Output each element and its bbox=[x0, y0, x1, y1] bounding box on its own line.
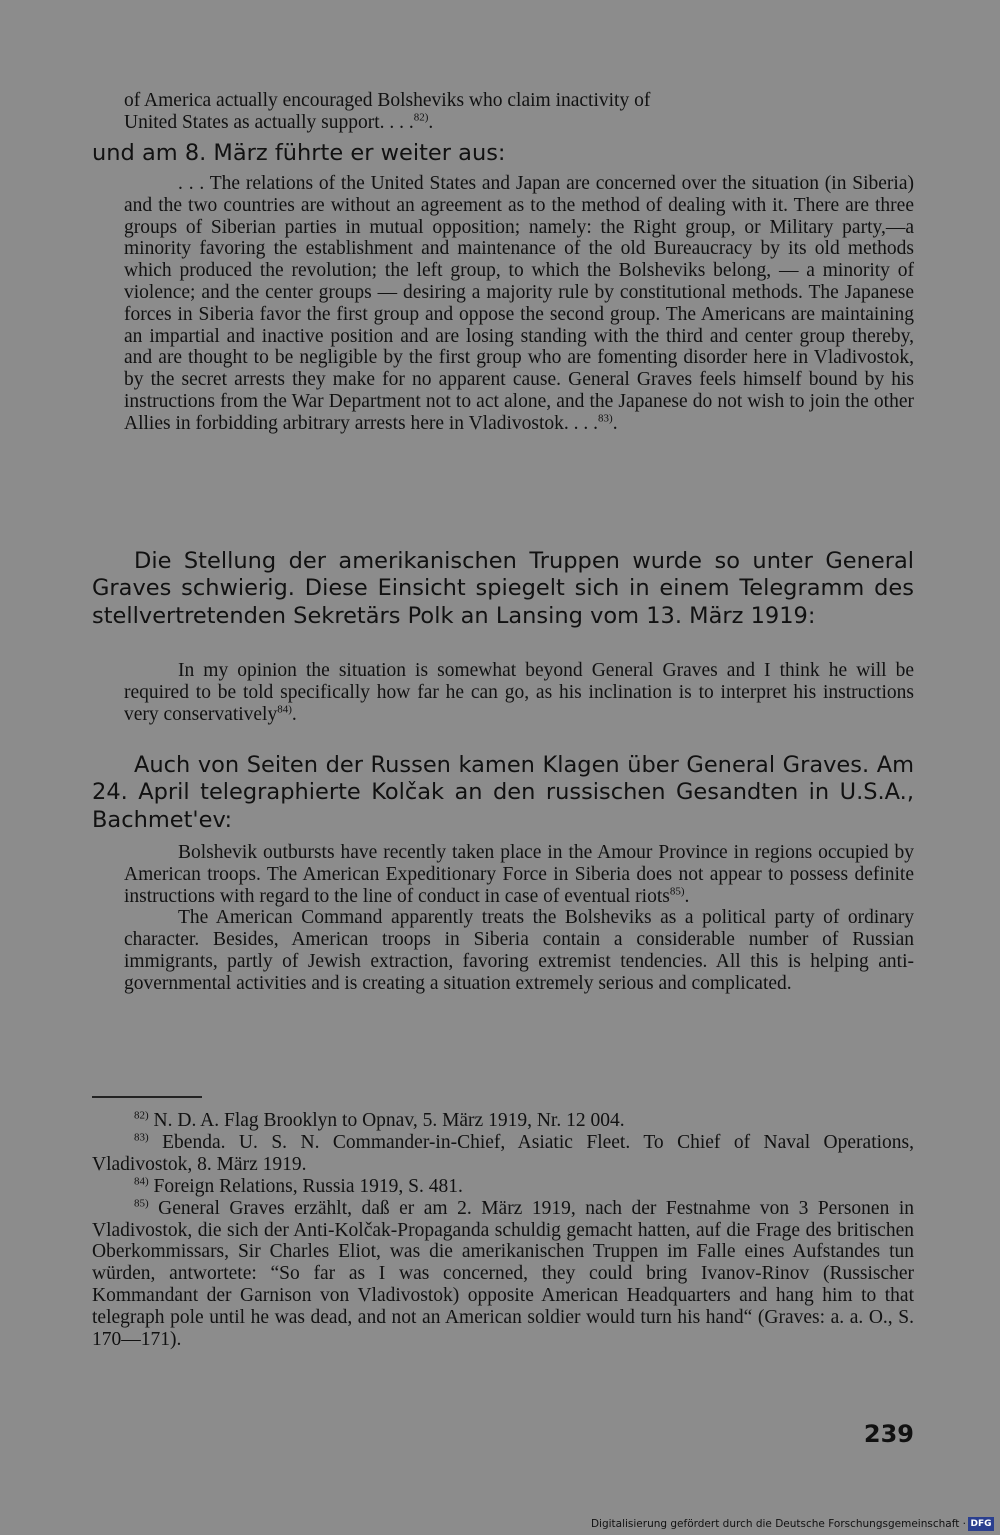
quote-paragraph bbox=[124, 173, 914, 435]
footnote-mark: 83) bbox=[134, 1131, 149, 1144]
quote-paragraph bbox=[124, 660, 914, 725]
quote-text: Bolshevik outbursts have recently taken place in the Amour Province in regions occupied by American troops. The American Expeditionary Force in Siberia does not appear to possess definite instructions with regard to the line of conduct in case of eventual riots bbox=[124, 842, 914, 907]
block-quote bbox=[124, 660, 914, 725]
footnote-ref[interactable]: 84) bbox=[277, 703, 292, 716]
footnote-mark: 85) bbox=[134, 1197, 149, 1210]
block-quote bbox=[124, 173, 914, 435]
footnote-mark: 84) bbox=[134, 1175, 149, 1188]
footnote bbox=[92, 1132, 914, 1176]
lead-text bbox=[92, 548, 914, 630]
quote-text: . bbox=[612, 412, 618, 434]
footnote-ref[interactable]: 85) bbox=[669, 885, 685, 898]
quote-continuation bbox=[124, 90, 914, 134]
lead-text bbox=[92, 752, 914, 834]
footnote-text: Foreign Relations, Russia 1919, S. 481. bbox=[148, 1175, 463, 1197]
page-number: 239 bbox=[863, 1420, 914, 1448]
footnote-ref[interactable]: 83) bbox=[598, 412, 613, 425]
block-quote bbox=[124, 842, 914, 995]
lead-paragraph: und am 8. März führte er weiter aus: bbox=[92, 140, 506, 166]
footnote bbox=[92, 1198, 914, 1351]
footnote-text: Ebenda. U. S. N. Commander-in-Chief, Asiatic Fleet. To Chief of Naval Operations, Vladivostok, 8. März 1919. bbox=[92, 1131, 914, 1175]
quote-text: . . . The relations of the United States and Japan are concerned over the situation (in Siberia) and the two countries are without an agreement as to the method of dealing with it. There are three groups of Siberian parties in mutual opposition; namely: the Right group, or Military party,—a minority favoring the establishment and maintenance of the old Bureaucracy by its old methods which produced the revolution; the left group, to which the Bolsheviks belong, — a minority of violence; and the center groups — desiring a majority rule by constitutional methods. The Japanese forces in Siberia favor the first group and oppose the second group. The Americans are maintaining an impartial and inactive position and are losing standing with the third and center group thereby, and are thought to be negligible by the first group who are fomenting disorder here in Vladivostok, by the secret arrests they make for no apparent cause. General Graves feels himself bound by his instructions from the War Department not to act alone, and the Japanese do not wish to join the other Allies in forbidding arbitrary arrests here in Vladivostok. . . . bbox=[124, 173, 914, 434]
footnote-text: N. D. A. Flag Brooklyn to Opnav, 5. März 1919, Nr. 12 004. bbox=[148, 1110, 625, 1131]
quote-line bbox=[124, 112, 914, 134]
footnote bbox=[92, 1176, 914, 1198]
quote-text: of America actually encouraged Bolsheviks who claim inactivity of bbox=[124, 90, 651, 111]
quote-text: United States as actually support. . . . bbox=[124, 111, 414, 133]
footnote-divider bbox=[92, 1096, 202, 1098]
footnote-ref[interactable]: 82) bbox=[413, 111, 429, 124]
lead-paragraph: Auch von Seiten der Russen kamen Klagen über General Graves. Am 24. April telegraphierte Kolčak an den russischen Gesandten in U.S.A., Bachmet'ev: bbox=[92, 752, 914, 833]
footnote-mark: 82) bbox=[134, 1109, 149, 1122]
quote-paragraph bbox=[124, 842, 914, 907]
lead-paragraph: Die Stellung der amerikanischen Truppen wurde so unter General Graves schwierig. Diese Einsicht spiegelt sich in einem Telegramm des stellvertretenden Sekretärs Polk an Lansing vom 13. März 1919: bbox=[92, 548, 914, 629]
quote-text: . bbox=[684, 885, 690, 907]
quote-text: In my opinion the situation is somewhat beyond General Graves and I think he will be required to be told specifically how far he can go, as his inclination is to interpret his instructions very conservatively bbox=[124, 660, 914, 725]
quote-line bbox=[124, 90, 914, 112]
footnote-text: General Graves erzählt, daß er am 2. März 1919, nach der Festnahme von 3 Personen in Vladivostok, die sich der Anti-Kolčak-Propaganda schuldig gemacht hatten, auf die Frage des britischen Oberkommissars, Sir Charles Eliot, was die amerikanischen Truppen im Falle eines Aufstandes tun würden, antwortete: “So far as I was concerned, they could bring Ivanov-Rinov (Russischer Kommandant der Garnison von Vladivostok) opposite American Headquarters and hang him to that telegraph pole until he was dead, and not an American soldier would turn his hand“ (Graves: a. a. O., S. 170—171). bbox=[92, 1197, 914, 1351]
digitization-credit: Digitalisierung gefördert durch die Deutsche Forschungsgemeinschaft · bbox=[590, 1518, 966, 1530]
footnotes bbox=[92, 1110, 914, 1351]
dfg-logo: DFG bbox=[968, 1517, 994, 1531]
lead-text bbox=[92, 140, 914, 167]
quote-text: . bbox=[428, 111, 434, 133]
footnote bbox=[92, 1110, 914, 1132]
quote-text: . bbox=[291, 703, 297, 725]
quote-paragraph: The American Command apparently treats the Bolsheviks as a political party of ordinary character. Besides, American troops in Siberia contain a considerable number of Russian immigrants, partly of Jewish extraction, favoring extremist tendencies. All this is helping anti-governmental activities and is creating a situation extremely serious and complicated. bbox=[124, 907, 914, 994]
